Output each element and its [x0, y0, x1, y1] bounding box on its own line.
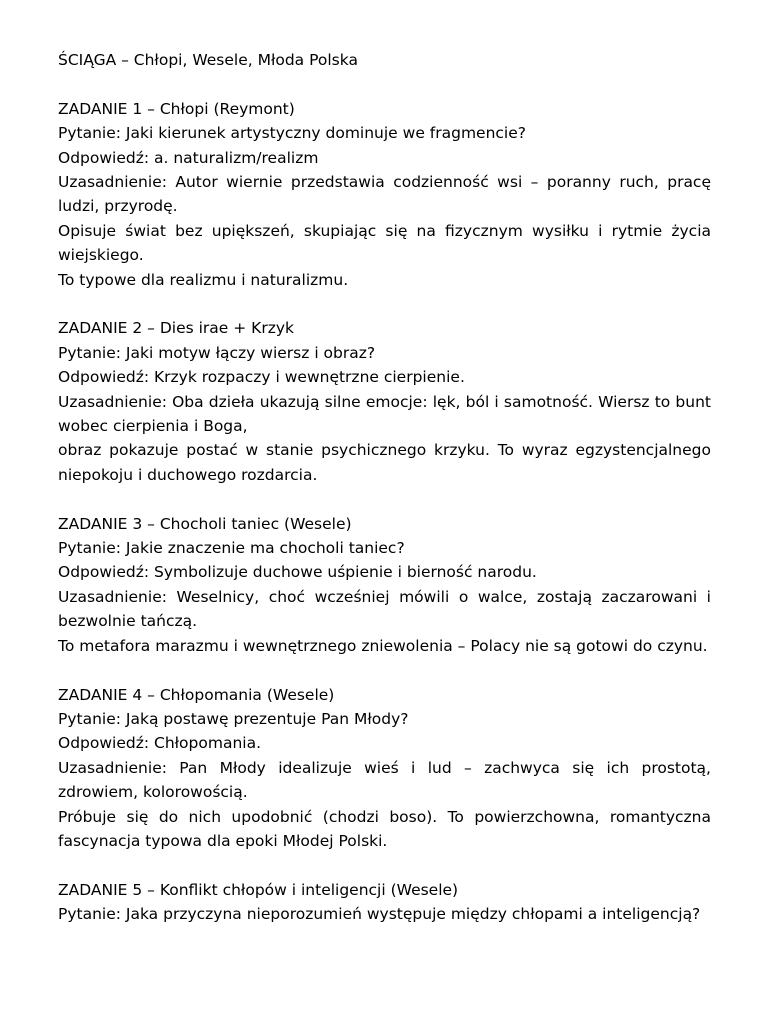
task-5 [58, 878, 711, 927]
task-justification: Uzasadnienie: Autor wiernie przedstawia codzienność wsi – poranny ruch, pracę ludzi, przyrodę. [58, 173, 711, 216]
task-extra: To typowe dla realizmu i naturalizmu. [58, 270, 349, 289]
task-heading: ZADANIE 1 – Chłopi (Reymont) [58, 99, 295, 118]
task-extra: Próbuje się do nich upodobnić (chodzi boso). To powierzchowna, romantyczna fascynacja typowa dla epoki Młodej Polski. [58, 807, 711, 850]
spacer [58, 72, 711, 96]
task-extra: obraz pokazuje postać w stanie psychicznego krzyku. To wyraz egzystencjalnego niepokoju i duchowego rozdarcia. [58, 441, 711, 484]
task-2 [58, 316, 711, 487]
task-extra: Opisuje świat bez upiększeń, skupiając się na fizycznym wysiłku i rytmie życia wiejskiego. [58, 221, 711, 265]
spacer [58, 658, 711, 682]
task-1 [58, 97, 711, 292]
task-answer: Odpowiedź: Symbolizuje duchowe uśpienie i bierność narodu. [58, 563, 537, 582]
task-answer: Odpowiedź: Chłopomania. [58, 734, 262, 753]
spacer [58, 853, 711, 877]
task-answer: Odpowiedź: a. naturalizm/realizm [58, 148, 319, 167]
task-3 [58, 512, 711, 658]
task-heading: ZADANIE 3 – Chocholi taniec (Wesele) [58, 514, 352, 533]
task-heading: ZADANIE 5 – Konflikt chłopów i inteligencji (Wesele) [58, 880, 459, 899]
document-page [58, 48, 711, 927]
spacer [58, 292, 711, 316]
task-answer: Odpowiedź: Krzyk rozpaczy i wewnętrzne cierpienie. [58, 368, 465, 387]
document-title: ŚCIĄGA – Chłopi, Wesele, Młoda Polska [58, 51, 358, 69]
task-question: Pytanie: Jaka przyczyna nieporozumień występuje między chłopami a inteligencją? [58, 905, 701, 924]
task-question: Pytanie: Jaką postawę prezentuje Pan Młody? [58, 709, 409, 728]
task-4 [58, 683, 711, 854]
task-justification: Uzasadnienie: Weselnicy, choć wcześniej mówili o walce, zostają zaczarowani i bezwolnie tańczą. [58, 587, 711, 631]
task-extra: To metafora marazmu i wewnętrznego zniewolenia – Polacy nie są gotowi do czynu. [58, 636, 708, 655]
task-justification: Uzasadnienie: Oba dzieła ukazują silne emocje: lęk, ból i samotność. Wiersz to bunt wobec cierpienia i Boga, [58, 392, 711, 436]
task-question: Pytanie: Jaki motyw łączy wiersz i obraz? [58, 343, 376, 362]
task-heading: ZADANIE 2 – Dies irae + Krzyk [58, 319, 294, 338]
spacer [58, 487, 711, 511]
task-question: Pytanie: Jakie znaczenie ma chocholi taniec? [58, 539, 405, 558]
task-question: Pytanie: Jaki kierunek artystyczny dominuje we fragmencie? [58, 124, 526, 143]
task-heading: ZADANIE 4 – Chłopomania (Wesele) [58, 685, 335, 704]
task-justification: Uzasadnienie: Pan Młody idealizuje wieś i lud – zachwyca się ich prostotą, zdrowiem, kolorowością. [58, 758, 711, 802]
